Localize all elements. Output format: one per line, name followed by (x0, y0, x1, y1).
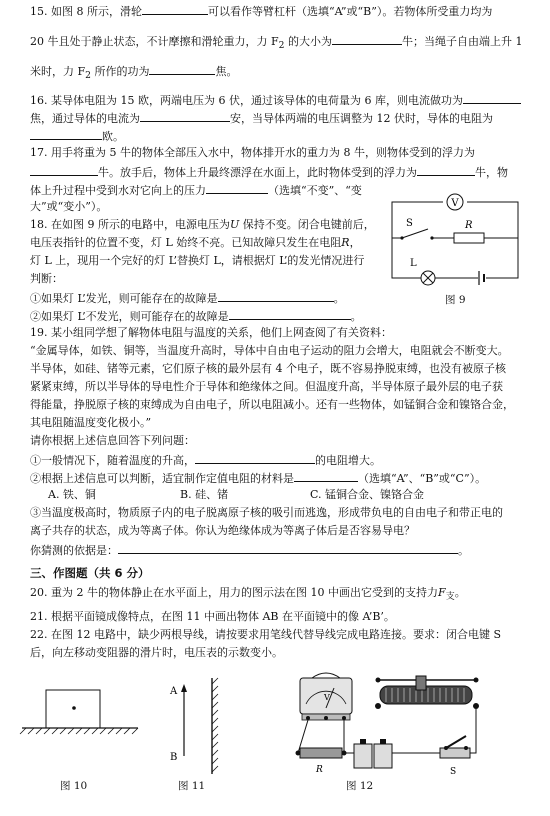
q17-blank-pressure[interactable] (206, 182, 268, 194)
q16-line3: 欧。 (30, 128, 124, 144)
fixed-resistor-device (296, 748, 347, 775)
q18-blank-fault2[interactable] (229, 308, 351, 320)
q19-blank-reason[interactable] (118, 542, 458, 554)
q19-options (48, 488, 425, 502)
q19-line12: 离子共存的状态，成为等离子体。你认为绝缘体成为等离子体后是否容易导电？ (30, 524, 415, 537)
figure-10 (18, 686, 148, 736)
fixed-resistor-label: R (316, 765, 323, 775)
figure-11-caption: 图 11 (178, 780, 206, 792)
q17-blank-buoyancy2[interactable] (417, 164, 475, 176)
option-c[interactable]: C. 锰铜合金、镍铬合金 (310, 488, 425, 501)
q18-line4: 判断： (30, 272, 63, 285)
point-b-label: B (170, 752, 178, 763)
q21-line: 21. 根据平面镜成像特点，在图 11 中画出物体 AB 在平面镜中的像 A’B’。 (30, 610, 395, 623)
q16-blank-resistance[interactable] (30, 128, 102, 140)
battery-device (354, 739, 392, 768)
section-3-heading: 三、作图题（共 6 分） (30, 566, 150, 580)
q17-line1: 17. 用手将重为 5 牛的物体全部压入水中，物体排开水的重力为 8 牛，则物体受到的浮力为 (30, 146, 475, 159)
q22-line1: 22. 在图 12 电路中，缺少两根导线，请按要求用笔线代替导线完成电路连接。要求：闭合电键 S (30, 628, 502, 641)
q15-blank-work[interactable] (149, 63, 215, 75)
q19-blank-choice[interactable] (294, 470, 358, 482)
figure-12 (290, 664, 496, 788)
switch-device-label: S (450, 767, 457, 777)
q17-line4: 大”或“变小”）。 (30, 200, 108, 213)
switch-device[interactable] (440, 736, 470, 777)
q15-blank-force[interactable] (332, 33, 402, 45)
voltmeter-label: V (451, 198, 459, 209)
q15-line1: 15. 如图 8 所示，滑轮 可以看作等臂杠杆（选填“A”或“B”）。若物体所受重力均为 (30, 5, 493, 18)
rheostat-device (375, 676, 479, 709)
q19-line5: 得能量，挣脱原子核的束缚成为自由电子，所以电阻减小。还有一些物体，如锰铜合金和镍铬合金， (30, 398, 514, 411)
q18-line1: 18. 在如图 9 所示的电路中，电源电压为U 保持不变。闭合电键前后， (30, 218, 375, 231)
voltmeter-face-label: V (324, 693, 330, 702)
q19-line2: “金属导体，如铁、铜等，当温度升高时，导体中自由电子运动的阻力会增大，电阻就会不断变大。 (30, 344, 509, 357)
q19-line6: 其电阻随温度变化极小。” (30, 416, 152, 429)
q17-line3: 体上升过程中受到水对它向上的压力 （选填“不变”、“变 (30, 184, 362, 197)
figure-10-caption: 图 10 (60, 780, 88, 792)
q22-line2: 后，向左移动变阻器的滑片时，电压表的示数变小。 (30, 646, 283, 659)
rheostat-slider[interactable] (416, 676, 426, 690)
q16-blank-work[interactable] (463, 92, 521, 104)
q16-line2: 焦，通过导体的电流为 安，当导体两端的电压调整为 12 伏时，导体的电阻为 (30, 112, 493, 125)
figure-12-caption: 图 12 (346, 780, 374, 792)
q19-line8: ①一般情况下，随着温度的升高， 的电阻增大。 (30, 454, 381, 467)
option-a[interactable]: A. 铁、铜 (48, 488, 96, 501)
q18-line3: 灯 L 上，现用一个完好的灯 L’替换灯 L，请根据灯 L’的发光情况进行 (30, 254, 365, 267)
q15-line3: 米时，力 $F_2$ 所作的功为 焦。 (30, 65, 238, 82)
q16-blank-current[interactable] (140, 110, 230, 122)
q18-line6: ②如果灯 L’不发光，则可能存在的故障是 。 (30, 310, 362, 323)
resistor-label: R (465, 220, 473, 231)
q19-line4: 紧紧束缚，所以半导体的导电性介于导体和绝缘体之间。但温度升高，半导体原子最外层的电子获 (30, 380, 503, 393)
q18-line5: ①如果灯 L’发光，则可能存在的故障是 。 (30, 292, 345, 305)
option-b[interactable]: B. 硅、锗 (180, 488, 229, 501)
resistor-symbol (454, 233, 484, 243)
figure-11 (168, 676, 238, 776)
q19-line7: 请你根据上述信息回答下列问题： (30, 434, 195, 447)
voltmeter-device (300, 673, 352, 720)
q20-line: 20. 重为 2 牛的物体静止在水平面上，用力的图示法在图 10 中画出它受到的支持力$F_支$。 (30, 586, 466, 603)
figure-9-caption: 图 9 (445, 294, 466, 306)
figure-9-circuit (388, 196, 528, 296)
q19-blank-material[interactable] (195, 452, 315, 464)
switch-label: S (406, 218, 413, 229)
q18-blank-fault1[interactable] (218, 290, 334, 302)
q16-line1: 16. 某导体电阻为 15 欧，两端电压为 6 伏，通过该导体的电荷量为 6 库，则电流做功为 (30, 92, 521, 108)
q17-line2: 牛。放手后，物体上升最终漂浮在水面上，此时物体受到的浮力为 牛，物 (30, 164, 508, 180)
lamp-label: L (410, 258, 417, 269)
q19-line13: 你猜测的依据是： 。 (30, 544, 469, 557)
q15-line2: 20 牛且处于静止状态，不计摩擦和滑轮重力，力 $F_2$ 的大小为 牛；当绳子自由端上升 1 (30, 35, 523, 52)
q19-line3: 半导体，如硅、锗等元素，它们原子核的最外层有 4 个电子，既不容易挣脱束缚，也没有被原子核 (30, 362, 506, 375)
point-a-label: A (170, 686, 178, 697)
q19-line11: ③当温度极高时，物质原子内的电子脱离原子核的吸引而逃逸，形成带负电的自由电子和带正电的 (30, 506, 503, 519)
q17-blank-buoyancy1[interactable] (30, 164, 98, 176)
q19-line9: ②根据上述信息可以判断，适宜制作定值电阻的材料是 （选填“A”、“B”或“C”）。 (30, 472, 487, 485)
q19-line1: 19. 某小组同学想了解物体电阻与温度的关系，他们上网查阅了有关资料： (30, 326, 392, 339)
q18-line2: 电压表指针的位置不变，灯 L 始终不亮。已知故障只发生在电阻R， (30, 236, 361, 249)
q15-blank-pulley[interactable] (142, 3, 208, 15)
